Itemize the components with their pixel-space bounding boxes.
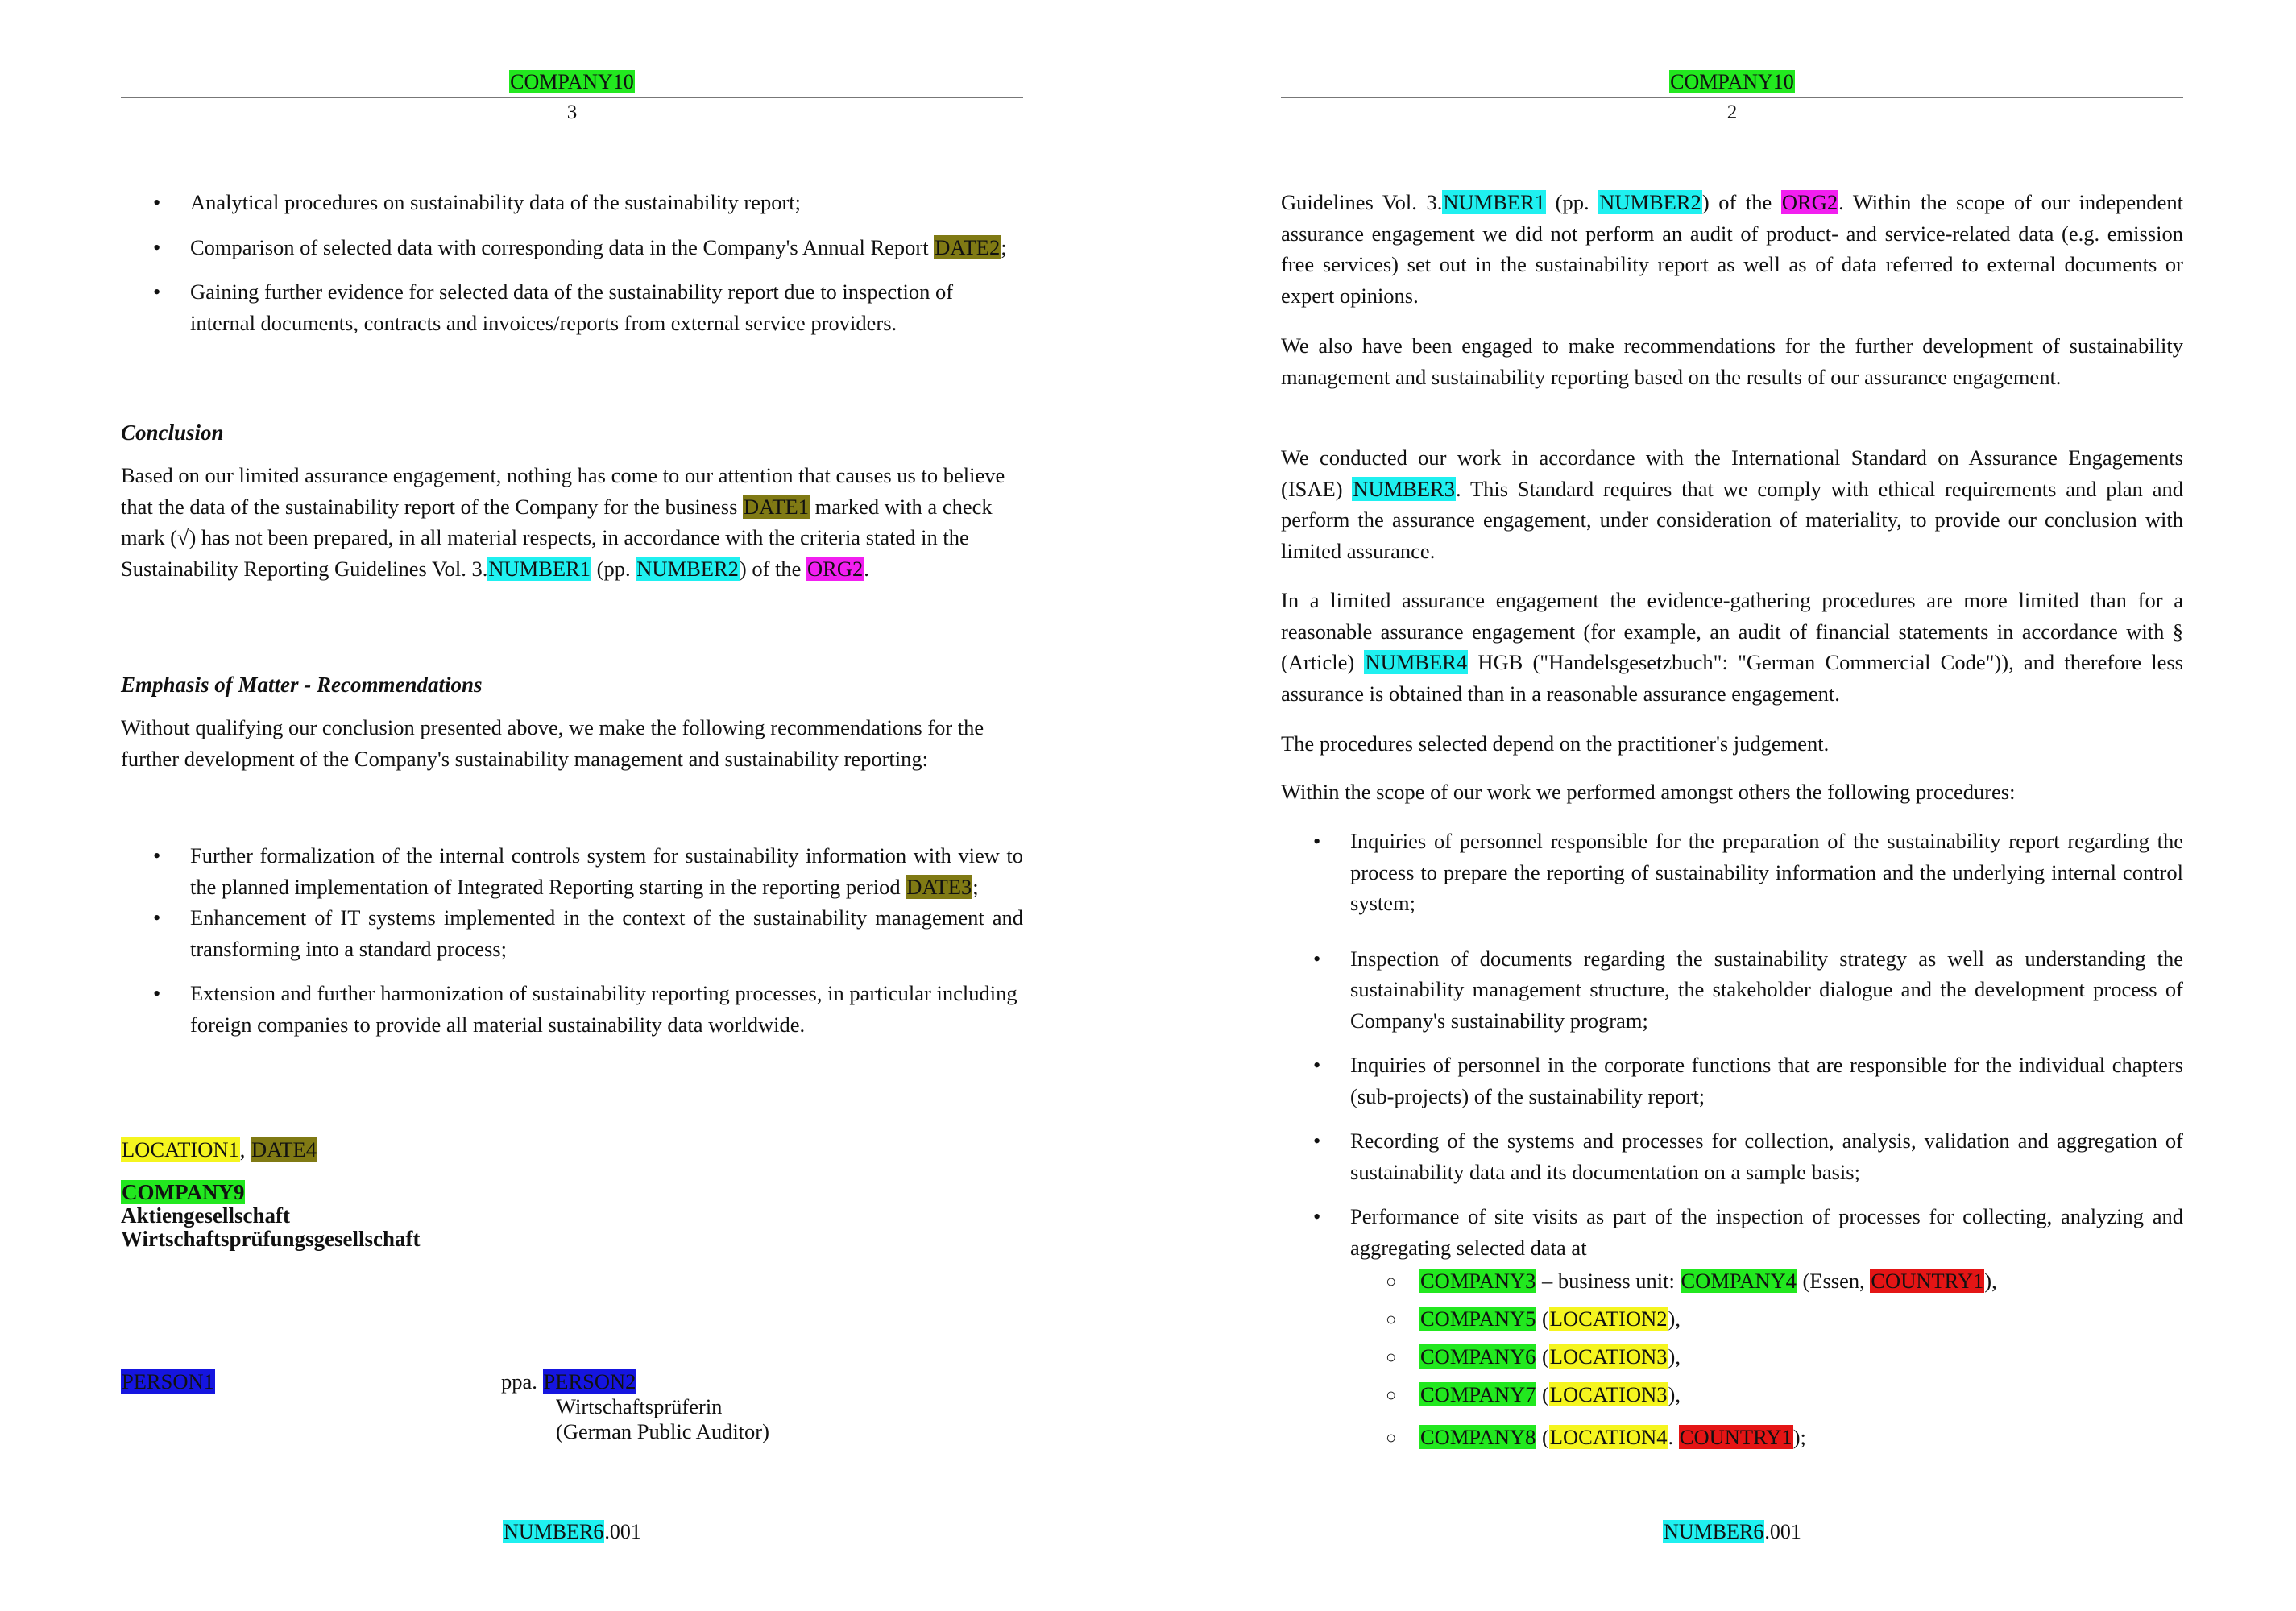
second-signatory: ppa. PERSON2 Wirtschaftsprüferin (German Public Auditor) [501, 1369, 769, 1443]
paragraph: In a limited assurance engagement the evidence-gathering procedures are more limited than for a reasonable assurance engagement (for example, an audit of financial statements in accordance with § (Article) NUMBER4 HGB ("Handelsgesetzbuch": "German Commercial Code")), and therefore less assurance is obtained than in a reasonable assurance engagement. [1281, 588, 2183, 706]
signatory-line: Aktiengesellschaft [121, 1203, 290, 1228]
document-page-3 [121, 0, 1023, 1611]
company-tag: COMPANY9 [122, 1180, 245, 1204]
company-tag: COMPANY7 [1420, 1382, 1536, 1406]
header-divider [121, 97, 1023, 98]
signatory-block [121, 1181, 421, 1251]
list-item: • Inspection of documents regarding the sustainability strategy as well as understanding the sustainability management structure, the stakeholder dialogue and the development process of Company's sustainability program; [1281, 943, 2183, 1037]
list-item: • Performance of site visits as part of the inspection of processes for collecting, analyzing and aggregating selected data at [1281, 1201, 2183, 1263]
recommendations-list [121, 840, 1023, 1040]
page-number: 2 [1726, 101, 1738, 123]
paragraph: Within the scope of our work we performed amongst others the following procedures: [1281, 780, 2016, 804]
place-date-line: LOCATION1, DATE4 [122, 1137, 317, 1162]
list-item: • Extension and further harmonization of sustainability reporting processes, in particular including foreign companies to provide all material sustainability data worldwide. [121, 978, 1023, 1040]
location-tag: LOCATION1 [122, 1137, 239, 1162]
page-footer: NUMBER6.001 [1664, 1520, 1801, 1543]
company-tag: COMPANY10 [510, 70, 634, 93]
number-tag: NUMBER2 [1599, 190, 1701, 214]
list-item: ○ COMPANY3 – business unit: COMPANY4 (Essen, COUNTRY1), [1281, 1262, 2183, 1300]
conclusion-paragraph: Based on our limited assurance engagement, nothing has come to our attention that causes us to believe that the data of the sustainability report of the Company for the business DATE1 marked with a check mark (√) has not been prepared, in all material respects, in accordance with the criteria stated in the Sustainability Reporting Guidelines Vol. 3.NUMBER1 (pp. NUMBER2) of the ORG2. [121, 463, 1005, 581]
page-footer: NUMBER6.001 [504, 1520, 641, 1543]
paragraph: The procedures selected depend on the practitioner's judgement. [1281, 731, 1830, 756]
paragraph: Guidelines Vol. 3.NUMBER1 (pp. NUMBER2) of the ORG2. Within the scope of our independent assurance engagement we did not perform an audit of product- and service-related data (e.g. emission free services) set out in the sustainability report as well as of data referred to external documents or expert opinions. [1281, 190, 2183, 308]
org-tag: ORG2 [1781, 190, 1838, 214]
company-tag: COMPANY6 [1420, 1344, 1536, 1369]
number-tag: NUMBER3 [1353, 476, 1455, 501]
date-tag: DATE1 [744, 494, 809, 519]
list-item: • Recording of the systems and processes for collection, analysis, validation and aggregation of sustainability data and its documentation on a sample basis; [1281, 1125, 2183, 1187]
country-tag: COUNTRY1 [1679, 1425, 1792, 1449]
date-tag: DATE4 [251, 1137, 317, 1162]
conclusion-heading: Conclusion [121, 420, 224, 445]
list-item: • Analytical procedures on sustainability data of the sustainability report; [121, 187, 1023, 218]
emphasis-heading: Emphasis of Matter - Recommendations [121, 673, 483, 697]
company-tag: COMPANY3 [1420, 1269, 1536, 1293]
company-tag: COMPANY8 [1420, 1425, 1536, 1449]
document-page-2 [1281, 0, 2183, 1611]
location-tag: LOCATION3 [1549, 1382, 1668, 1406]
number-tag: NUMBER2 [636, 556, 739, 581]
site-visit-list [1281, 1262, 2183, 1456]
number-tag: NUMBER1 [488, 556, 591, 581]
date-tag: DATE2 [935, 234, 1001, 259]
location-tag: LOCATION2 [1549, 1307, 1668, 1331]
header-divider [1281, 97, 2183, 98]
org-tag: ORG2 [807, 556, 864, 581]
company-tag: COMPANY10 [1670, 70, 1794, 93]
emphasis-intro: Without qualifying our conclusion presented above, we make the following recommendations for the further development of the Company's sustainability management and sustainability reporting: [121, 715, 984, 771]
number-tag: NUMBER6 [504, 1520, 604, 1543]
number-tag: NUMBER6 [1664, 1520, 1764, 1543]
procedure-list-continued [121, 187, 1023, 338]
person-tag: PERSON1 [122, 1369, 214, 1394]
list-item: • Gaining further evidence for selected data of the sustainability report due to inspection of internal documents, contracts and invoices/reports from external service providers. [121, 276, 1023, 338]
list-item: ○ COMPANY7 (LOCATION3), [1281, 1376, 2183, 1414]
date-tag: DATE3 [906, 874, 972, 899]
list-item: • Further formalization of the internal controls system for sustainability information with view to the planned implementation of Integrated Reporting starting in the reporting period DATE3; [121, 840, 1023, 902]
list-item: ○ COMPANY6 (LOCATION3), [1281, 1338, 2183, 1376]
list-item: ○ COMPANY8 (LOCATION4. COUNTRY1); [1281, 1418, 2183, 1456]
list-item: • Inquiries of personnel in the corporate functions that are responsible for the individual chapters (sub-projects) of the sustainability report; [1281, 1050, 2183, 1112]
procedures-list [1281, 826, 2183, 1263]
page-number: 3 [566, 101, 578, 123]
page-header [1281, 68, 2183, 97]
number-tag: NUMBER1 [1443, 190, 1546, 214]
person-tag: PERSON2 [543, 1369, 636, 1394]
auditor-title: Wirtschaftsprüferin [556, 1394, 723, 1418]
company-tag: COMPANY5 [1420, 1307, 1536, 1331]
signatory-line: Wirtschaftsprüfungsgesellschaft [121, 1227, 421, 1251]
number-tag: NUMBER4 [1365, 650, 1468, 674]
paragraph: We also have been engaged to make recommendations for the further development of sustainability management and sustainability reporting based on the results of our assurance engagement. [1281, 333, 2183, 389]
auditor-title-translation: (German Public Auditor) [556, 1419, 769, 1443]
location-tag: LOCATION4 [1549, 1425, 1668, 1449]
location-tag: LOCATION3 [1549, 1344, 1668, 1369]
list-item: • Comparison of selected data with corresponding data in the Company's Annual Report DATE2; [121, 232, 1023, 263]
page-header [121, 68, 1023, 97]
list-item: • Enhancement of IT systems implemented in the context of the sustainability management and transforming into a standard process; [121, 902, 1023, 964]
company-tag: COMPANY4 [1681, 1269, 1797, 1293]
paragraph: We conducted our work in accordance with the International Standard on Assurance Engagements (ISAE) NUMBER3. This Standard requires that we comply with ethical requirements and plan and perform the assurance engagement, under consideration of materiality, to provide our conclusion with limited assurance. [1281, 445, 2183, 563]
country-tag: COUNTRY1 [1871, 1269, 1984, 1293]
list-item: • Inquiries of personnel responsible for the preparation of the sustainability report regarding the process to prepare the reporting of sustainability information and the underlying internal control system; [1281, 826, 2183, 919]
list-item: ○ COMPANY5 (LOCATION2), [1281, 1300, 2183, 1338]
